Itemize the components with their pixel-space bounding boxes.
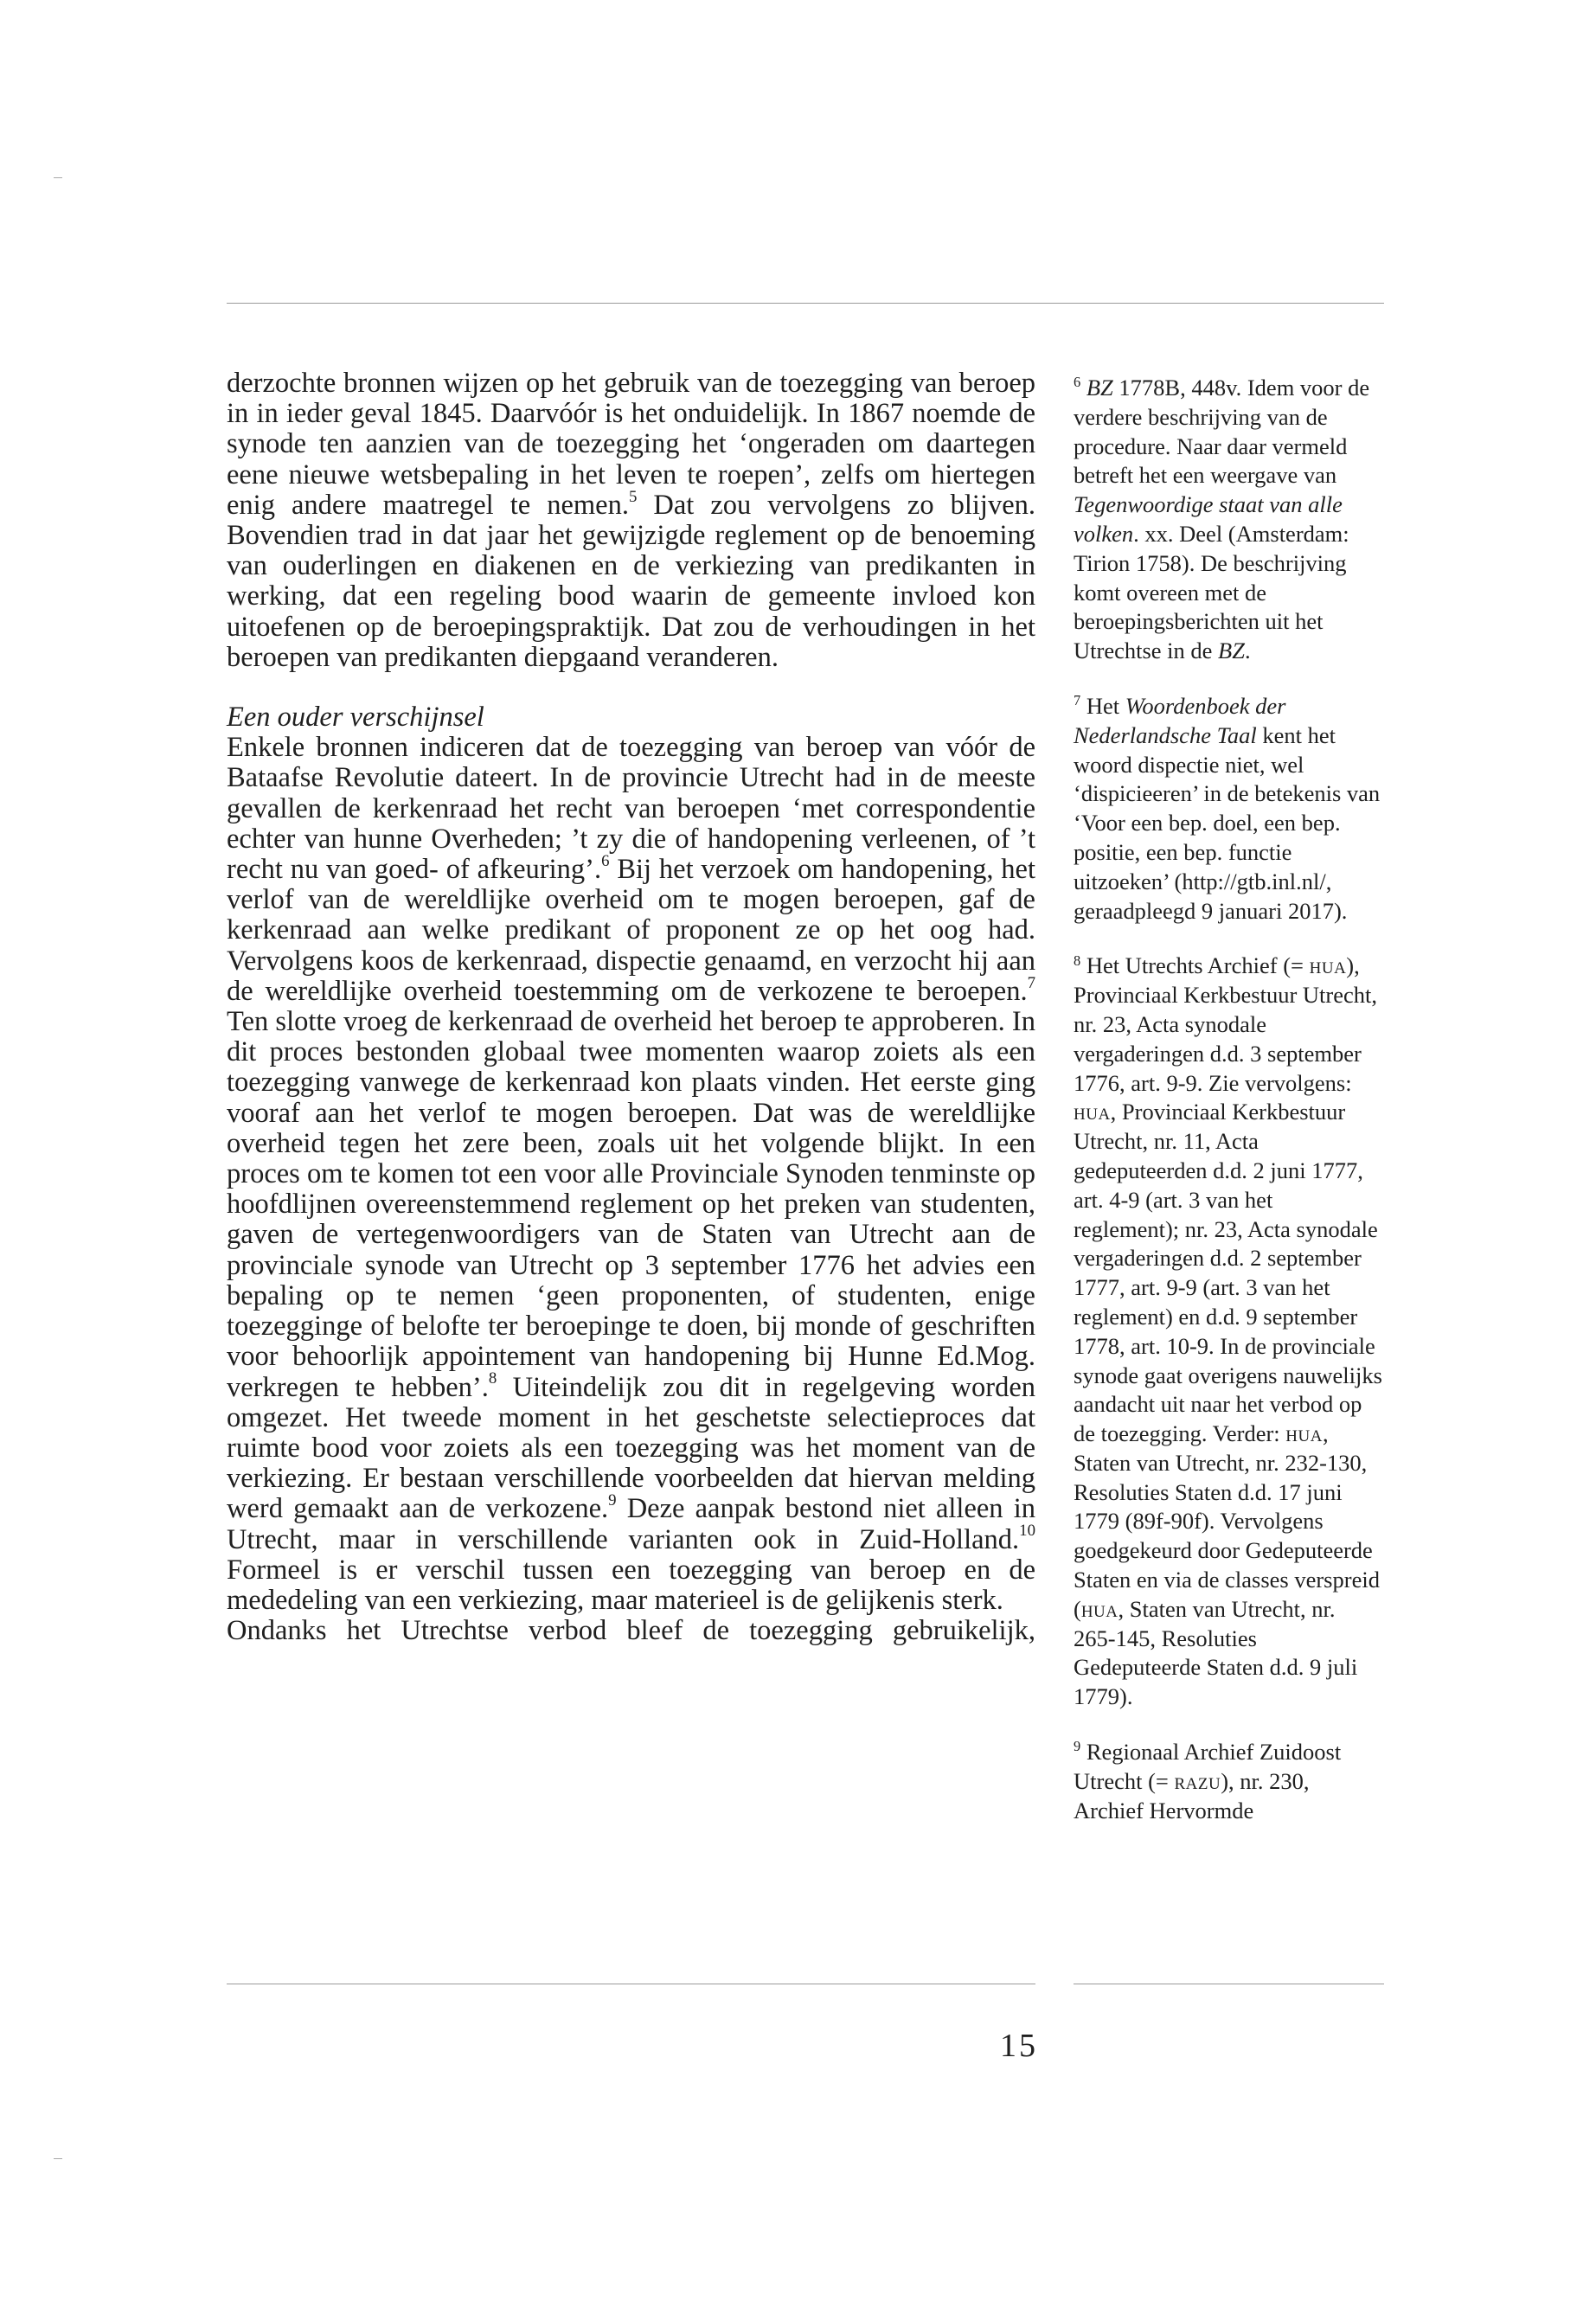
footnote-9-abbrev-1: razu — [1174, 1767, 1221, 1794]
footnote-6-italic-e: BZ — [1218, 638, 1245, 664]
footnote-6-italic-a: BZ — [1086, 375, 1113, 401]
footnote-8-abbrev-2: hua — [1074, 1099, 1111, 1125]
footnote-ref-6[interactable]: 6 — [601, 851, 610, 870]
footnote-6-italic-c: Tegenwoordige staat van alle volken — [1074, 491, 1343, 547]
paragraph-1-text: derzochte bronnen wijzen op het gebruik van de toezegging van beroep in in ieder geval 1845. Daarvóór is het onduidelijk. In 1867 noemde de synode ten aanzien van de toezegging het ‘ongeraden om daartegen eene nieuwe wetsbepaling in het leven te roepen’, zelfs om hiertegen enig andere maatregel te nemen. — [227, 368, 1035, 521]
paragraph-3: Ondanks het Utrechtse verbod bleef de toezegging gebruikelijk, — [227, 1615, 1035, 1647]
footnote-6-text-f: . — [1244, 638, 1251, 664]
footnote-7 — [1074, 692, 1382, 926]
footnote-9-text-b: ), nr. 230, Archief Hervormde — [1074, 1767, 1310, 1823]
footnote-8-text-a: Het Utrechts Archief (= — [1080, 952, 1310, 979]
footnote-9-number: 9 — [1074, 1738, 1081, 1755]
paragraph-2-text-c: Ten slotte vroeg de kerkenraad de overheid het beroep te approberen. In dit proces bestonden globaal twee momenten waarop zoiets als een toezegging vanwege de kerkenraad kon plaats vinden. Het eerste ging vooraf aan het verlof te mogen beroepen. Dat was de wereldlijke overheid tegen het zere been, zoals uit het volgende blijkt. In een proces om te komen tot een voor alle Provinciale Synoden tenminste op hoofdlijnen overeenstemmend reglement op het preken van studenten, gaven de vertegenwoordigers van de Staten van Utrecht aan de provinciale synode van Utrecht op 3 september 1776 het advies een bepaling op te nemen ‘geen proponenten, of studenten, enige toezegginge of belofte ter beroepinge te doen, bij monde of geschriften voor behoorlijk appointement van handopening bij Hunne Ed.Mog. verkregen te hebben’. — [227, 1006, 1035, 1403]
paragraph-2-text-d: Uiteindelijk zou dit in regelgeving worden omgezet. Het tweede moment in het geschetste selectieproces dat ruimte bood voor zoiets als een toezegging was het moment van de verkiezing. Er bestaan verschillende voorbeelden dat hiervan melding werd gemaakt aan de verkozene. — [227, 1371, 1035, 1525]
paragraph-2-text-b: Bij het verzoek om handopening, het verlof van de wereldlijke overheid om te mogen beroepen, gaf de kerkenraad aan welke predikant of proponent ze op het oog had. Vervolgens koos de kerkenraad, dispectie genaamd, en verzocht hij aan de wereldlijke overheid toestemming om de verkozene te beroepen. — [227, 854, 1036, 1007]
footnote-8-text-e: , Staten van Utrecht, nr. 265-145, Resoluties Gedeputeerde Staten d.d. 9 juli 1779). — [1074, 1595, 1358, 1710]
footnote-6 — [1074, 374, 1382, 666]
footnote-8-number: 8 — [1074, 952, 1081, 969]
footnote-8-text-b: ), Provinciaal Kerkbestuur Utrecht, nr. 23, Acta synodale vergaderingen d.d. 3 september 1776, art. 9-9. Zie vervolgens: — [1074, 952, 1378, 1096]
footnote-9 — [1074, 1738, 1382, 1825]
paragraph-2-text-e: Deze aanpak bestond niet alleen in Utrecht, maar in verschillende varianten ook in Zuid-Holland. — [227, 1493, 1035, 1555]
footnote-7-number: 7 — [1074, 692, 1081, 709]
paragraph-1 — [227, 369, 1035, 673]
footnote-6-text-d: . xx. Deel (Amsterdam: Tirion 1758). De beschrijving komt overeen met de beroepingsberichten uit het Utrechtse in de — [1074, 520, 1349, 664]
footnotes-column — [1074, 374, 1382, 1825]
footnote-8-abbrev-3: hua — [1285, 1420, 1323, 1447]
footnote-7-text-a: Het — [1080, 692, 1125, 719]
crop-mark-top-left — [54, 177, 62, 178]
footnote-8-text-d: , Staten van Utrecht, nr. 232-130, Resoluties Staten d.d. 17 juni 1779 (89f-90f). Vervolgens goedgekeurd door Gedeputeerde Staten en via de classes verspreid ( — [1074, 1420, 1380, 1622]
header-rule — [227, 303, 1384, 304]
paragraph-1-text-cont: Dat zou vervolgens zo blijven. Bovendien trad in dat jaar het gewijzigde reglement op de benoeming van ouderlingen en diakenen en de verkiezing van predikanten in werking, dat een regeling bood waarin de gemeente invloed kon uitoefenen op de beroepingspraktijk. Dat zou de verhoudingen in het beroepen van predikanten diepgaand veranderen. — [227, 489, 1036, 673]
section-heading: Een ouder verschijnsel — [227, 702, 484, 734]
page-number: 15 — [1000, 2028, 1038, 2064]
main-text-column — [227, 369, 1035, 1646]
footnote-8 — [1074, 952, 1382, 1712]
footnote-6-number: 6 — [1074, 374, 1081, 391]
footnote-7-text-c: kent het woord dispectie niet, wel ‘dispicieeren’ in de betekenis van ‘Voor een bep. doel, een bep. positie, een bep. functie uitzoeken’ (http://gtb.inl.nl/, geraadpleegd 9 januari 2017). — [1074, 721, 1381, 924]
footnote-ref-10[interactable]: 10 — [1019, 1522, 1035, 1541]
footnote-ref-8[interactable]: 8 — [488, 1369, 497, 1388]
footnote-8-abbrev-4: hua — [1080, 1595, 1118, 1622]
crop-mark-bottom-left — [54, 2158, 62, 2159]
footnote-8-text-c: , Provinciaal Kerkbestuur Utrecht, nr. 11, Acta gedeputeerden d.d. 2 juni 1777, art. 4-9 (art. 3 van het reglement); nr. 23, Acta synodale vergaderingen d.d. 2 september 1777, art. 9-9 (art. 3 van het reglement) en d.d. 9 september 1778, art. 10-9. In de provinciale synode gaat overigens nauwelijks aandacht uit naar het verbod op de toezegging. Verder: — [1074, 1099, 1382, 1447]
footnote-9-text-a: Regionaal Archief Zuidoost Utrecht (= — [1074, 1739, 1342, 1794]
footnote-ref-5[interactable]: 5 — [628, 487, 638, 506]
paragraph-2-text-a: Enkele bronnen indiceren dat de toezegging van beroep van vóór de Bataafse Revolutie dateert. In de provincie Utrecht had in de meeste gevallen de kerkenraad het recht van beroepen ‘met correspondentie echter van hunne Overheden; ’t zy die of handopening verleenen, of ’t recht nu van goed- of afkeuring’. — [227, 732, 1035, 886]
footnote-6-text-b: 1778B, 448v. Idem voor de verdere beschrijving van de procedure. Naar daar vermeld betreft het een weergave van — [1074, 375, 1370, 489]
footnote-ref-7[interactable]: 7 — [1027, 973, 1035, 992]
footnote-ref-9[interactable]: 9 — [608, 1491, 617, 1510]
paragraph-2 — [227, 733, 1035, 1616]
footnote-8-abbrev-1: hua — [1309, 952, 1347, 979]
paragraph-2-text-f: Formeel is er verschil tussen een toezegging van beroep en de mededeling van een verkiezing, maar materieel is de gelijkenis sterk. — [227, 1554, 1035, 1616]
footnote-7-italic-b: Woordenboek der Nederlandsche Taal — [1074, 692, 1286, 748]
